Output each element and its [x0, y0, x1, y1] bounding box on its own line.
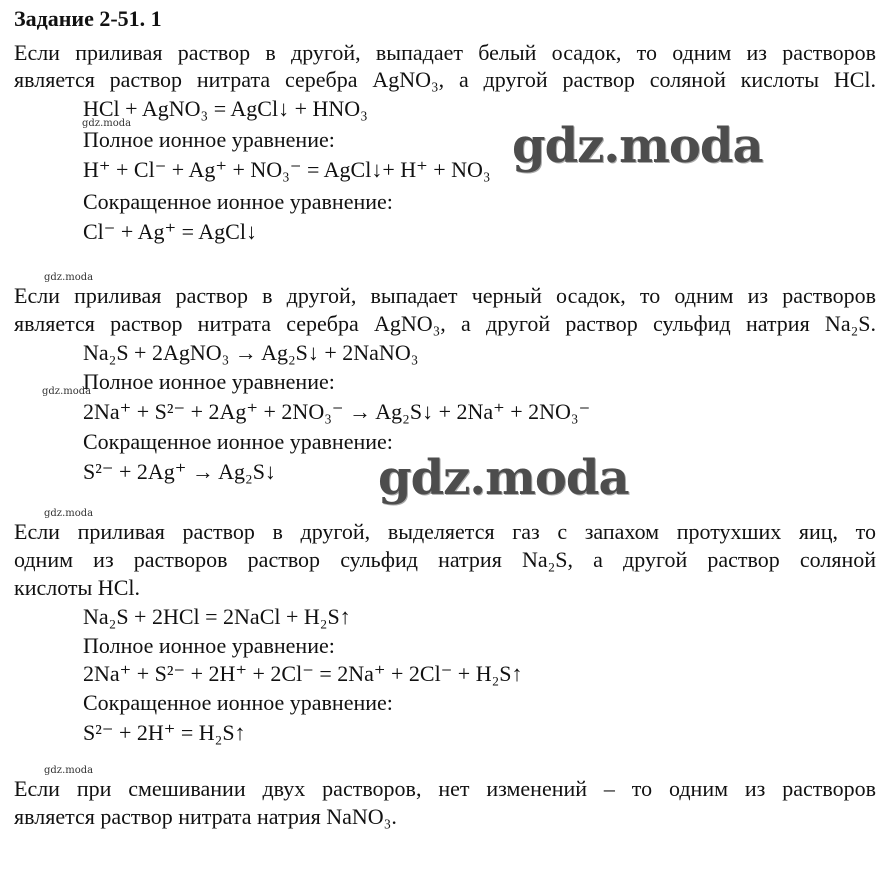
- s4-paragraph-line-2: является раствор нитрата натрия NaNO₃.: [14, 804, 397, 829]
- s4-paragraph-line-1: Если при смешивании двух растворов, нет изменений – то одним из растворов: [14, 776, 876, 801]
- s3-molecular-equation: Na₂S + 2HCl = 2NaCl + H₂S↑: [83, 604, 351, 629]
- s3-short-ionic-equation: S²⁻ + 2H⁺ = H₂S↑: [83, 720, 246, 745]
- s2-short-ionic-label: Сокращенное ионное уравнение:: [83, 429, 393, 454]
- watermark-small: gdz.moda: [44, 508, 94, 519]
- s1-paragraph-line-1: Если приливая раствор в другой, выпадает белый осадок, то одним из растворов: [14, 40, 876, 65]
- s2-molecular-equation: Na₂S + 2AgNO₃ → Ag₂S↓ + 2NaNO₃: [83, 340, 419, 365]
- watermark-small: gdz.moda: [42, 386, 92, 397]
- s1-paragraph-line-2: является раствор нитрата серебра AgNO₃, а другой раствор соляной кислоты HCl.: [14, 67, 876, 92]
- s3-paragraph-line-2: одним из растворов раствор сульфид натрия Na₂S, а другой раствор соляной: [14, 547, 876, 572]
- s2-full-ionic-equation: 2Na⁺ + S²⁻ + 2Ag⁺ + 2NO₃⁻ → Ag₂S↓ + 2Na⁺ + 2NO₃⁻: [83, 399, 591, 424]
- watermark-logo: gdz.moda: [378, 450, 629, 506]
- s1-short-ionic-label: Сокращенное ионное уравнение:: [83, 189, 393, 214]
- watermark-small: gdz.moda: [82, 118, 132, 129]
- s2-full-ionic-label: Полное ионное уравнение:: [83, 369, 335, 394]
- s3-paragraph-line-3: кислоты HCl.: [14, 575, 140, 600]
- s3-full-ionic-label: Полное ионное уравнение:: [83, 633, 335, 658]
- s3-paragraph-line-1: Если приливая раствор в другой, выделяется газ с запахом протухших яиц, то: [14, 519, 876, 544]
- page-title: Задание 2-51. 1: [14, 6, 162, 31]
- s3-short-ionic-label: Сокращенное ионное уравнение:: [83, 690, 393, 715]
- s1-full-ionic-label: Полное ионное уравнение:: [83, 127, 335, 152]
- s3-full-ionic-equation: 2Na⁺ + S²⁻ + 2H⁺ + 2Cl⁻ = 2Na⁺ + 2Cl⁻ + H₂S↑: [83, 661, 523, 686]
- s2-paragraph-line-2: является раствор нитрата серебра AgNO₃, а другой раствор сульфид натрия Na₂S.: [14, 311, 876, 336]
- watermark-small: gdz.moda: [44, 765, 94, 776]
- watermark-small: gdz.moda: [44, 272, 94, 283]
- s2-paragraph-line-1: Если приливая раствор в другой, выпадает черный осадок, то одним из растворов: [14, 283, 876, 308]
- watermark-logo: gdz.moda: [512, 118, 763, 174]
- s2-short-ionic-equation: S²⁻ + 2Ag⁺ → Ag₂S↓: [83, 459, 276, 484]
- s1-short-ionic-equation: Cl⁻ + Ag⁺ = AgCl↓: [83, 219, 257, 244]
- s1-molecular-equation: HCl + AgNO₃ = AgCl↓ + HNO₃: [83, 96, 368, 121]
- s1-full-ionic-equation: H⁺ + Cl⁻ + Ag⁺ + NO₃⁻ = AgCl↓+ H⁺ + NO₃: [83, 157, 491, 182]
